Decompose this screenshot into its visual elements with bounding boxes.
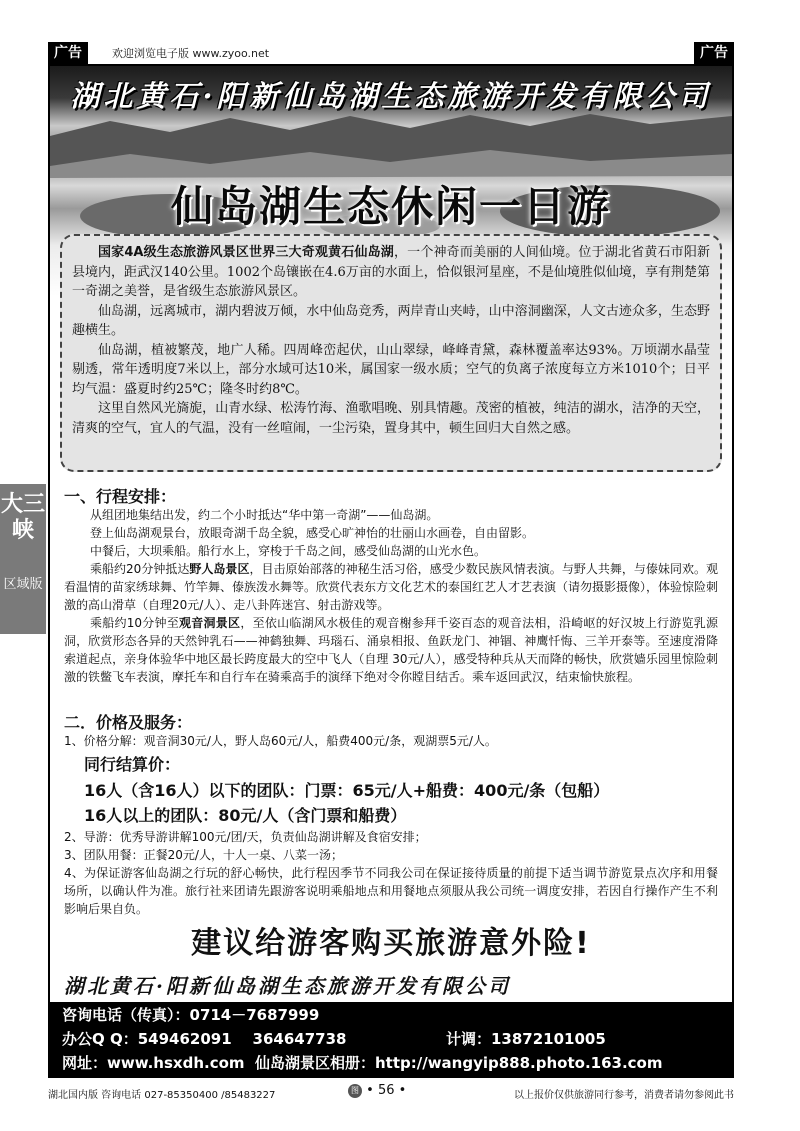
page-badge-icon: 图 [348,1084,362,1098]
page-number: 图 • 56 • [348,1083,406,1098]
itinerary-step: 乘船约20分钟抵达野人岛景区，目击原始部落的神秘生活习俗，感受少数民族风情表演。与野人共舞，与傣妹同欢。观看温情的苗家绣球舞、竹竿舞、傣族泼水舞等。欣赏代表东方文化艺术的泰国红艺人才艺表演（请勿摄影摄像），体验惊险刺激的高山滑草（自理20元/人）、走八卦阵迷宫、射击游戏等。 [64,562,719,612]
phone-fax: 咨询电话（传真）：0714－7687999 [62,1006,320,1024]
price-item-1: 1、价格分解：观音洞30元/人，野人岛60元/人，船费400元/条，观湖票5元/人。 [64,734,497,748]
settlement-small-group: 16人（含16人）以下的团队：门票：65元/人+船费：400元/条（包船） [84,781,610,800]
price-heading: 二．价格及服务： [64,713,193,732]
company-name-bottom: 湖北黄石·阳新仙岛湖生态旅游开发有限公司 [64,974,511,998]
intro-paragraph-1: 国家4A级生态旅游风景区世界三大奇观黄石仙岛湖，一个神奇而美丽的人间仙境。位于湖北省黄石市阳新县境内，距武汉140公里。1002个岛镶嵌在4.6万亩的水面上，恰似银河星座，不是仙境胜似仙境，享有荆楚第一奇湖之美誉，是省级生态旅游风景区。 [72,245,710,299]
region-name: 大三峡 [0,492,45,543]
intro-box [60,234,722,472]
footer-left: 湖北国内版 咨询电话 027-85350400 /85483227 [48,1090,276,1101]
itinerary-body [64,506,718,686]
page-footer [48,1083,734,1103]
welcome-text: 欢迎浏览电子版 www.zyoo.net [112,47,270,60]
company-name-banner: 湖北黄石·阳新仙岛湖生态旅游开发有限公司 [70,79,712,113]
settlement-large-group: 16人以上的团队：80元/人（含门票和船费） [84,806,407,825]
itinerary-heading: 一、行程安排： [64,487,177,506]
office-qq: 办公Q Q：549462091 364647738 [62,1030,347,1048]
footer-disclaimer: 以上报价仅供旅游同行参考，消费者请勿参阅此书 [514,1090,734,1101]
itinerary-step: 登上仙岛湖观景台，放眼奇湖千岛全貌，感受心旷神怡的壮丽山水画卷，自由留影。 [90,526,535,540]
dispatch-phone: 计调：13872101005 [446,1030,606,1048]
tour-title: 仙岛湖生态休闲一日游 [170,182,611,231]
intro-paragraph-3: 仙岛湖，植被繁茂，地广人稀。四周峰峦起伏，山山翠绿，峰峰青黛，森林覆盖率达93%。万顷湖水晶莹剔透，常年透明度7米以上，部分水域可达10米，属国家一级水质；空气的负离子浓度每立方米1010个；日平均气温：盛夏时约25℃；隆冬时约8℃。 [72,342,710,397]
ad-label-left: 广告 [48,42,88,64]
edition-label: 区域版 [3,577,43,592]
contact-block [50,1002,732,1078]
ad-label-right: 广告 [694,42,734,64]
settlement-title: 同行结算价： [84,755,181,774]
intro-lead: 国家4A级生态旅游风景区世界三大奇观黄石仙岛湖 [98,245,394,260]
insurance-warning: 建议给游客购买旅游意外险! [191,926,591,961]
ad-page [48,64,734,1078]
itinerary-step: 乘船约10分钟至观音洞景区，至依山临湖风水极佳的观音榭参拜千姿百态的观音法相，沿崎岖的好汉坡上行游览乳源洞，欣赏形态各异的天然钟乳石——神鹤独舞、玛瑙石、涌泉相报、鱼跃龙门、神锢、神鹰忏悔、三羊开泰等。至速度滑降索道起点，亲身体验华中地区最长跨度最大的空中飞人（自理 30元/人），感受特种兵从天而降的畅快，欣赏嫱乐园里惊险刺激的铁鳖飞车表演，摩托车和自行车在骑乘高手的演绎下绝对令你瞠目结舌。乘车返回武汉，结束愉快旅程。 [64,616,718,684]
top-strip [48,42,734,66]
website-links: 网址：www.hsxdh.com 仙岛湖景区相册：http://wangyip888.photo.163.com [62,1054,663,1072]
region-side-tab [0,484,46,634]
price-notes: 2、导游：优秀导游讲解100元/团/天，负责仙岛湖讲解及食宿安排； 3、团队用餐：正餐20元/人，十人一桌、八菜一汤； 4、为保证游客仙岛湖之行玩的舒心畅快，此行程因季节不同我公司在保证接待质量的前提下适当调节游览景点次序和用餐场所，以确认件为准。旅行社来团请先跟游客说明乘船地点和用餐地点须服从我公司统一调度安排，若因自行操作产生不利影响后果自负。 [64,830,718,916]
itinerary-step: 中餐后，大坝乘船。船行水上，穿梭于千岛之间，感受仙岛湖的山光水色。 [90,544,487,558]
intro-paragraph-2: 仙岛湖，远离城市，湖内碧波万倾，水中仙岛竞秀，两岸青山夹峙，山中溶洞幽深，人文古迹众多，生态野趣横生。 [72,303,710,338]
itinerary-step: 从组团地集结出发，约二个小时抵达“华中第一奇湖”——仙岛湖。 [90,508,439,522]
intro-paragraph-4: 这里自然风光旖旎，山青水绿、松涛竹海、渔歌唱晚、别具情趣。茂密的植被，纯洁的湖水，洁净的天空，清爽的空气，宜人的气温，没有一丝喧闹，一尘污染，置身其中，顿生回归大自然之感。 [72,401,710,436]
